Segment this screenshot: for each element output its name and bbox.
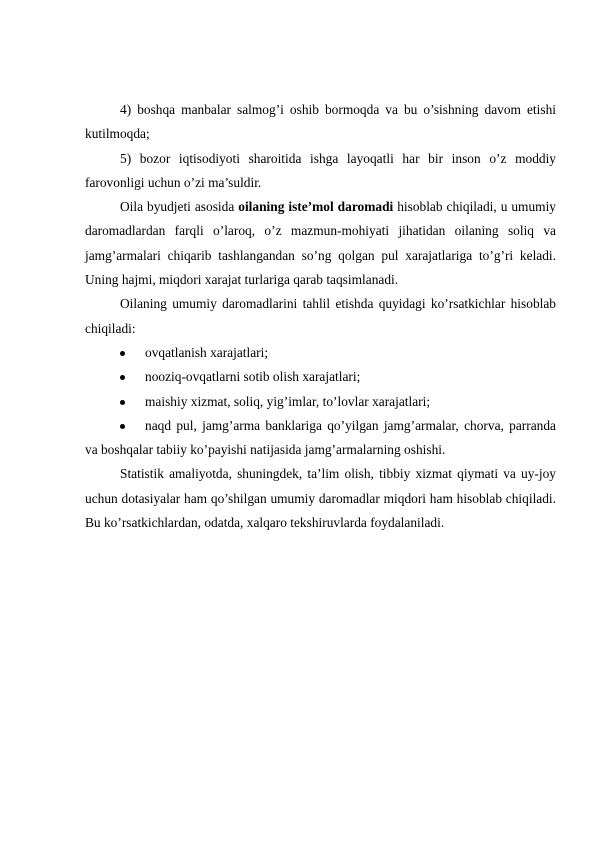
- bullet-icon: [120, 375, 125, 380]
- paragraph-item-4: 4) boshqa manbalar salmog’i oshib bormoqda va bu o’sishning davom etishi kutilmoqda;: [85, 102, 556, 142]
- paragraph-family-budget: [85, 195, 556, 292]
- list-item-text: ovqatlanish xarajatlari;: [145, 344, 269, 360]
- list-item: [85, 414, 556, 463]
- bullet-icon: [120, 351, 125, 356]
- list-item: [85, 390, 556, 414]
- text-segment: hisoblab chiqiladi, u umumiy daromadlardan farqli o’laroq, o’z mazmun-mohiyati jihatidan oilaning soliq va jamg’armalari chiqarib tashlangandan so’ng qolgan pul xarajatlariga to’g’ri keladi. Uning hajmi, miqdori xarajat turlariga qarab taqsimlanadi.: [85, 199, 556, 288]
- document-page: [85, 98, 556, 535]
- bold-term: oilaning iste’mol daromadi: [238, 199, 394, 215]
- paragraph-statistics-practice: Statistik amaliyotda, shuningdek, ta’lim olish, tibbiy xizmat qiymati va uy-joy uchun dotasiyalar ham qo’shilgan umumiy daromadlar miqdori ham hisoblab chiqiladi. Bu ko’rsatkichlardan, odatda, xalqaro tekshiruvlarda foydalaniladi.: [85, 466, 556, 531]
- list-item-text: nooziq-ovqatlarni sotib olish xarajatlari;: [145, 369, 361, 385]
- paragraph-indicators-intro: Oilaning umumiy daromadlarini tahlil etishda quyidagi ko’rsatkichlar hisoblab chiqiladi:: [85, 296, 556, 336]
- bullet-icon: [120, 424, 125, 429]
- list-item: [85, 341, 556, 365]
- paragraph-item-5: 5) bozor iqtisodiyoti sharoitida ishga layoqatli har bir inson o’z moddiy farovonligi uchun o’zi ma’suldir.: [85, 150, 556, 190]
- list-item-text: maishiy xizmat, soliq, yig’imlar, to’lovlar xarajatlari;: [145, 393, 431, 409]
- bullet-icon: [120, 400, 125, 405]
- list-item: [85, 365, 556, 389]
- list-item-text: naqd pul, jamg’arma banklariga qo’yilgan jamg’armalar, chorva, parranda va boshqalar tabiiy ko’payishi natijasida jamg’armalarning oshishi.: [85, 417, 556, 458]
- text-segment: Oila byudjeti asosida: [120, 199, 239, 215]
